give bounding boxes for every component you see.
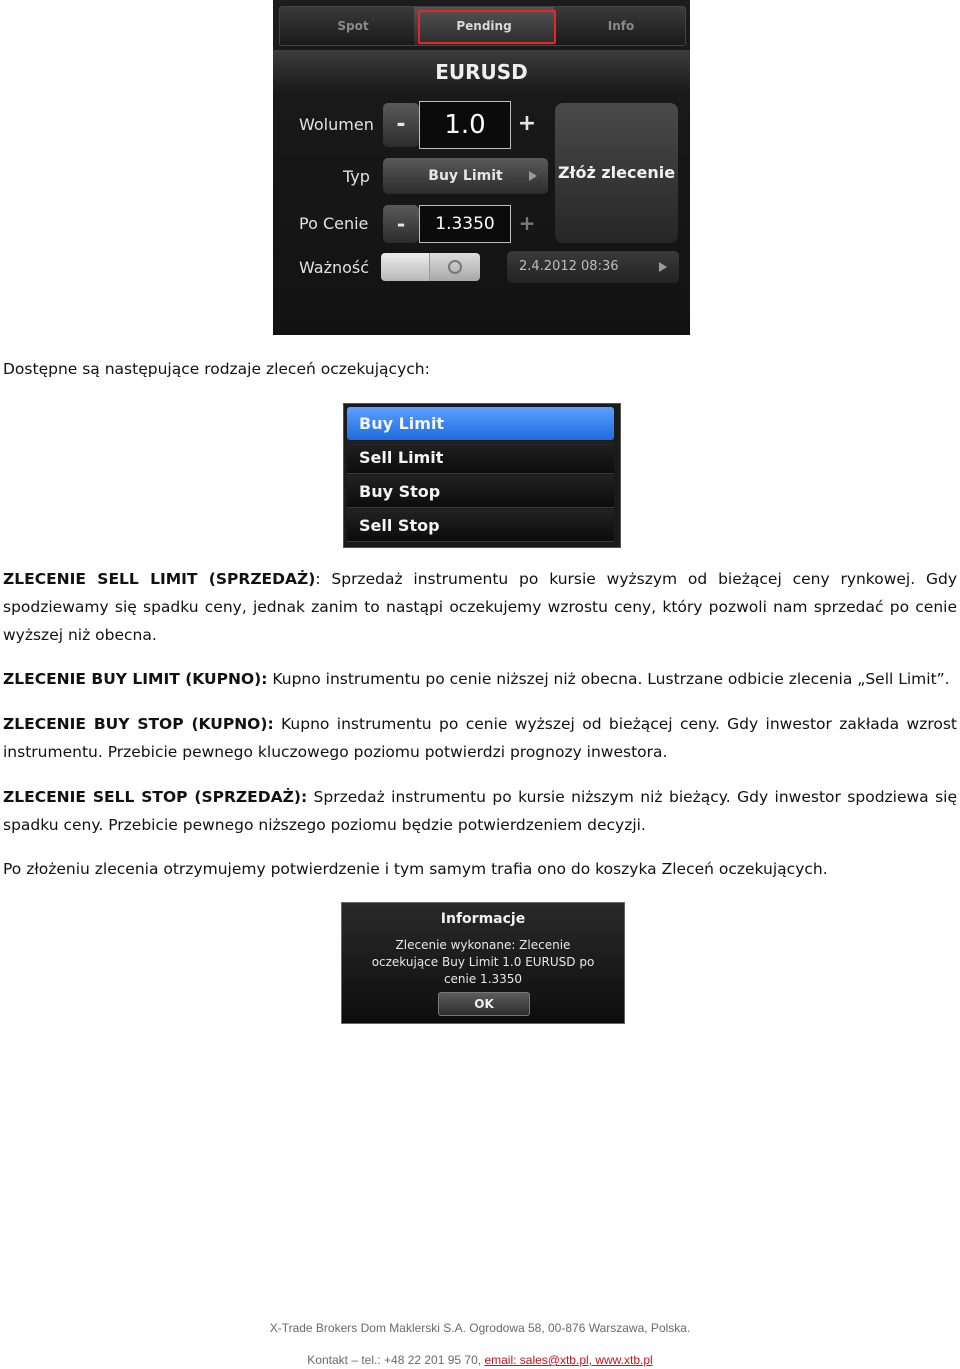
symbol-title: EURUSD xyxy=(273,50,690,94)
validity-date: 2.4.2012 08:36 xyxy=(519,259,619,274)
tab-info[interactable]: Info xyxy=(607,19,635,33)
para-sell-limit xyxy=(3,565,957,649)
para-buy-limit-title: ZLECENIE BUY LIMIT (KUPNO): xyxy=(3,670,268,688)
info-dialog xyxy=(341,902,625,1024)
para-sell-limit-body: : Sprzedaż instrumentu po kursie wyższym od bieżącej ceny rynkowej. Gdy spodziewamy się spadku ceny, jednak zanim to nastąpi oczekujemy wzrostu ceny, który pozwoli nam sprzedać po cenie wyższej niż obecna. xyxy=(3,570,958,644)
para-sell-stop-body: Sprzedaż instrumentu po kursie niższym niż bieżący. Gdy inwestor spodziewa się spadku ceny. Przebicie pewnego niższego poziomu będzie potwierdzeniem decyzji. xyxy=(3,788,958,834)
intro-text: Dostępne są następujące rodzaje zleceń oczekujących: xyxy=(3,360,430,378)
menu-item-buy-stop[interactable]: Buy Stop xyxy=(347,475,614,508)
dialog-line-1: Zlecenie wykonane: Zlecenie xyxy=(395,938,571,952)
para-buy-stop-body: Kupno instrumentu po cenie wyższej od bieżącej ceny. Gdy inwestor zakłada wzrost instrumentu. Przebicie pewnego kluczowego poziomu potwierdzi prognozy inwestora. xyxy=(3,715,957,761)
footer-www-link[interactable]: www.xtb.pl xyxy=(595,1353,653,1367)
dialog-ok-button[interactable]: OK xyxy=(438,992,530,1016)
toggle-off-icon xyxy=(448,260,462,274)
type-select[interactable] xyxy=(383,158,548,194)
tab-bar xyxy=(279,6,686,46)
para-sell-limit-title: ZLECENIE SELL LIMIT (SPRZEDAŻ) xyxy=(3,570,316,588)
price-input[interactable]: 1.3350 xyxy=(419,205,511,243)
validity-toggle[interactable] xyxy=(381,253,479,281)
type-label: Typ xyxy=(343,167,370,186)
type-arrow-icon xyxy=(529,171,537,181)
price-plus-button[interactable]: + xyxy=(518,211,536,235)
dialog-title: Informacje xyxy=(440,911,526,927)
tab-pending[interactable]: Pending xyxy=(414,7,554,45)
menu-item-buy-limit[interactable]: Buy Limit xyxy=(347,407,614,440)
footer-separator: , xyxy=(588,1353,596,1367)
tab-pending-highlight xyxy=(418,10,556,44)
dialog-message xyxy=(356,937,610,988)
menu-item-sell-limit[interactable]: Sell Limit xyxy=(347,441,614,474)
place-order-button[interactable]: Złóż zlecenie xyxy=(555,103,678,243)
volume-minus-button[interactable]: - xyxy=(383,103,419,147)
volume-label: Wolumen xyxy=(299,115,374,134)
dialog-line-3: cenie 1.3350 xyxy=(443,972,523,986)
closing-text: Po złożeniu zlecenia otrzymujemy potwierdzenie i tym samym trafia ono do koszyka Zleceń oczekujących. xyxy=(3,860,828,878)
footer-contact xyxy=(0,1353,960,1367)
date-arrow-icon xyxy=(659,262,667,272)
footer-company: X-Trade Brokers Dom Maklerski S.A. Ogrodowa 58, 00-876 Warszawa, Polska. xyxy=(269,1321,691,1335)
tab-spot[interactable]: Spot xyxy=(337,19,369,33)
volume-input[interactable]: 1.0 xyxy=(419,101,511,149)
type-value: Buy Limit xyxy=(428,168,503,184)
footer-email-link[interactable]: email: sales@xtb.pl xyxy=(484,1353,589,1367)
para-sell-stop-title: ZLECENIE SELL STOP (SPRZEDAŻ): xyxy=(3,788,308,806)
volume-plus-button[interactable]: + xyxy=(517,111,537,136)
para-buy-stop-title: ZLECENIE BUY STOP (KUPNO): xyxy=(3,715,274,733)
menu-item-sell-stop[interactable]: Sell Stop xyxy=(347,509,614,542)
validity-date-select[interactable] xyxy=(507,251,679,283)
footer-phone: Kontakt – tel.: +48 22 201 95 70, xyxy=(307,1353,485,1367)
para-sell-stop xyxy=(3,783,957,839)
trading-panel-screenshot xyxy=(273,0,690,335)
para-buy-stop xyxy=(3,710,957,766)
price-minus-button[interactable]: - xyxy=(383,205,419,243)
price-label: Po Cenie xyxy=(299,214,369,233)
dialog-line-2: oczekujące Buy Limit 1.0 EURUSD po xyxy=(371,955,595,969)
para-buy-limit xyxy=(3,665,957,693)
order-type-menu xyxy=(343,403,621,548)
para-buy-limit-body: Kupno instrumentu po cenie niższej niż obecna. Lustrzane odbicie zlecenia „Sell Limit”. xyxy=(267,670,950,688)
validity-label: Ważność xyxy=(299,258,370,277)
